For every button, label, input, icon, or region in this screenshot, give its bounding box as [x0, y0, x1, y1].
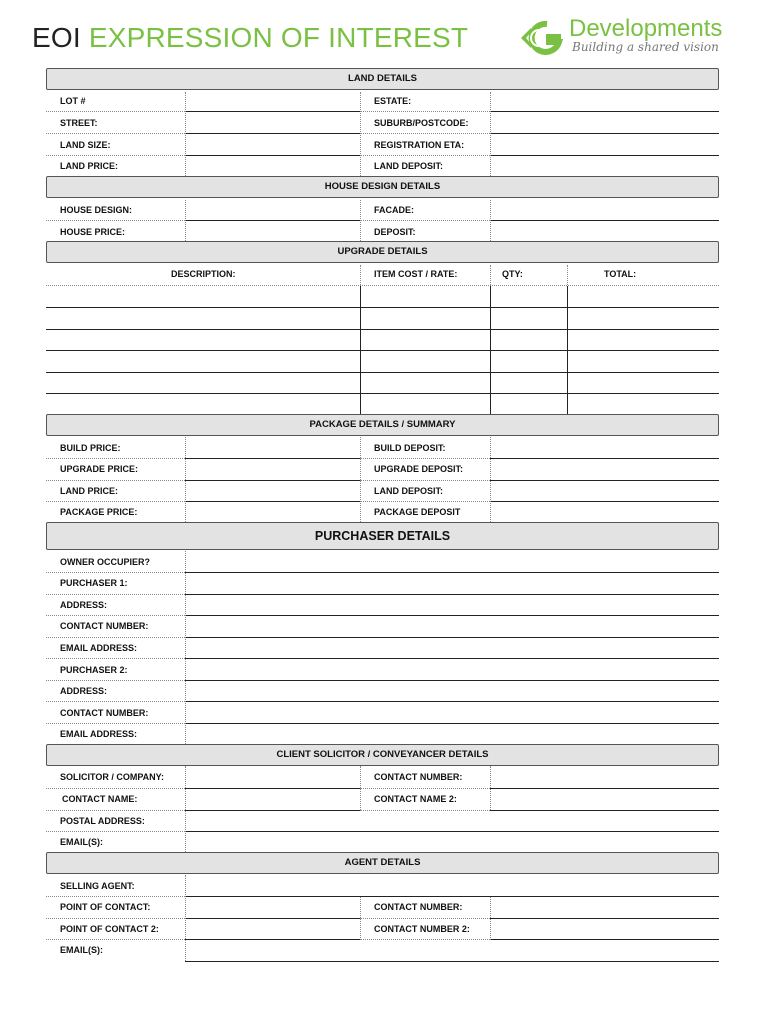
- field-land-price[interactable]: [185, 501, 360, 502]
- field-label: POINT OF CONTACT:: [60, 902, 151, 912]
- field-label: CONTACT NUMBER:: [60, 621, 149, 631]
- field-label: CONTACT NUMBER:: [374, 902, 463, 912]
- field-label: HOUSE DESIGN:: [60, 205, 133, 215]
- field-label: FACADE:: [374, 205, 414, 215]
- section-house-design-details: HOUSE DESIGN DETAILS: [46, 176, 719, 198]
- field-label: PURCHASER 2:: [60, 665, 128, 675]
- field-label: LAND DEPOSIT:: [374, 161, 444, 171]
- field-land-size[interactable]: [185, 155, 360, 156]
- field-label: ESTATE:: [374, 96, 412, 106]
- column-header-description: DESCRIPTION:: [171, 269, 236, 279]
- field-address-1[interactable]: [185, 615, 719, 616]
- title-main: EXPRESSION OF INTEREST: [88, 22, 469, 53]
- field-street[interactable]: [185, 133, 360, 134]
- field-label: UPGRADE DEPOSIT:: [374, 464, 464, 474]
- field-label: CONTACT NAME 2:: [374, 794, 457, 804]
- field-label: OWNER OCCUPIER?: [60, 557, 150, 567]
- section-agent-details: AGENT DETAILS: [46, 852, 719, 874]
- field-upgrade-price[interactable]: [185, 480, 360, 481]
- field-label: ADDRESS:: [60, 600, 108, 610]
- field-label: LAND DEPOSIT:: [374, 486, 444, 496]
- field-facade[interactable]: [490, 220, 719, 221]
- field-agent-contact-number-2[interactable]: [490, 939, 719, 940]
- brand-name: Developments: [569, 15, 723, 42]
- field-solicitor-company[interactable]: [185, 788, 360, 789]
- field-label: EMAIL(S):: [60, 945, 103, 955]
- logo-mark-icon: [517, 18, 565, 58]
- field-land-deposit[interactable]: [490, 501, 719, 502]
- field-label: LAND PRICE:: [60, 161, 118, 171]
- field-label: EMAIL(S):: [60, 837, 103, 847]
- field-label: PACKAGE DEPOSIT: [374, 507, 461, 517]
- field-label: HOUSE PRICE:: [60, 227, 126, 237]
- upgrade-row[interactable]: [46, 350, 719, 351]
- field-label: POINT OF CONTACT 2:: [60, 924, 159, 934]
- field-postal-address[interactable]: [185, 831, 719, 832]
- section-package-summary: PACKAGE DETAILS / SUMMARY: [46, 414, 719, 436]
- field-label: BUILD DEPOSIT:: [374, 443, 446, 453]
- field-purchaser-1[interactable]: [185, 594, 719, 595]
- field-contact-number-1[interactable]: [185, 637, 719, 638]
- field-label: DEPOSIT:: [374, 227, 416, 237]
- field-solicitor-contact-name[interactable]: [185, 810, 360, 811]
- field-label: LAND SIZE:: [60, 140, 111, 150]
- field-contact-number-2[interactable]: [185, 723, 719, 724]
- upgrade-row[interactable]: [46, 307, 719, 308]
- field-label: LOT #: [60, 96, 86, 106]
- field-label: SOLICITOR / COMPANY:: [60, 772, 165, 782]
- field-label: CONTACT NUMBER:: [60, 708, 149, 718]
- field-label: SELLING AGENT:: [60, 881, 135, 891]
- field-label: LAND PRICE:: [60, 486, 118, 496]
- field-label: POSTAL ADDRESS:: [60, 816, 145, 826]
- section-solicitor-details: CLIENT SOLICITOR / CONVEYANCER DETAILS: [46, 744, 719, 766]
- field-registration-eta[interactable]: [490, 155, 719, 156]
- field-point-of-contact[interactable]: [185, 918, 360, 919]
- brand-tagline: Building a shared vision: [572, 40, 719, 54]
- field-label: ADDRESS:: [60, 686, 108, 696]
- field-label: EMAIL ADDRESS:: [60, 729, 138, 739]
- field-label: CONTACT NUMBER 2:: [374, 924, 470, 934]
- field-upgrade-deposit[interactable]: [490, 480, 719, 481]
- field-address-2[interactable]: [185, 701, 719, 702]
- field-solicitor-contact-number[interactable]: [490, 788, 719, 789]
- page-title: [32, 22, 468, 54]
- field-house-design[interactable]: [185, 220, 360, 221]
- section-land-details: LAND DETAILS: [46, 68, 719, 90]
- company-logo: [517, 15, 742, 58]
- field-label: UPGRADE PRICE:: [60, 464, 139, 474]
- field-owner-occupier[interactable]: [185, 572, 719, 573]
- field-label: PACKAGE PRICE:: [60, 507, 138, 517]
- field-agent-emails[interactable]: [185, 961, 719, 962]
- title-prefix: EOI: [32, 22, 81, 53]
- field-email-1[interactable]: [185, 658, 719, 659]
- field-estate[interactable]: [490, 111, 719, 112]
- field-label: PURCHASER 1:: [60, 578, 128, 588]
- field-purchaser-2[interactable]: [185, 680, 719, 681]
- field-label: BUILD PRICE:: [60, 443, 121, 453]
- field-build-price[interactable]: [185, 458, 360, 459]
- field-suburb-postcode[interactable]: [490, 133, 719, 134]
- column-header-qty: QTY:: [502, 269, 523, 279]
- field-label: REGISTRATION ETA:: [374, 140, 465, 150]
- field-label: EMAIL ADDRESS:: [60, 643, 138, 653]
- section-upgrade-details: UPGRADE DETAILS: [46, 241, 719, 263]
- upgrade-row[interactable]: [46, 372, 719, 373]
- field-label: SUBURB/POSTCODE:: [374, 118, 469, 128]
- upgrade-row[interactable]: [46, 393, 719, 394]
- field-label: CONTACT NUMBER:: [374, 772, 463, 782]
- field-lot[interactable]: [185, 111, 360, 112]
- column-header-item-cost: ITEM COST / RATE:: [374, 269, 458, 279]
- form-header: [32, 15, 742, 62]
- column-header-total: TOTAL:: [604, 269, 637, 279]
- field-point-of-contact-2[interactable]: [185, 939, 360, 940]
- field-build-deposit[interactable]: [490, 458, 719, 459]
- field-selling-agent[interactable]: [185, 896, 719, 897]
- field-solicitor-contact-name-2[interactable]: [490, 810, 719, 811]
- field-label: CONTACT NAME:: [62, 794, 138, 804]
- field-label: STREET:: [60, 118, 98, 128]
- section-purchaser-details: PURCHASER DETAILS: [46, 522, 719, 550]
- field-agent-contact-number[interactable]: [490, 918, 719, 919]
- upgrade-row[interactable]: [46, 329, 719, 330]
